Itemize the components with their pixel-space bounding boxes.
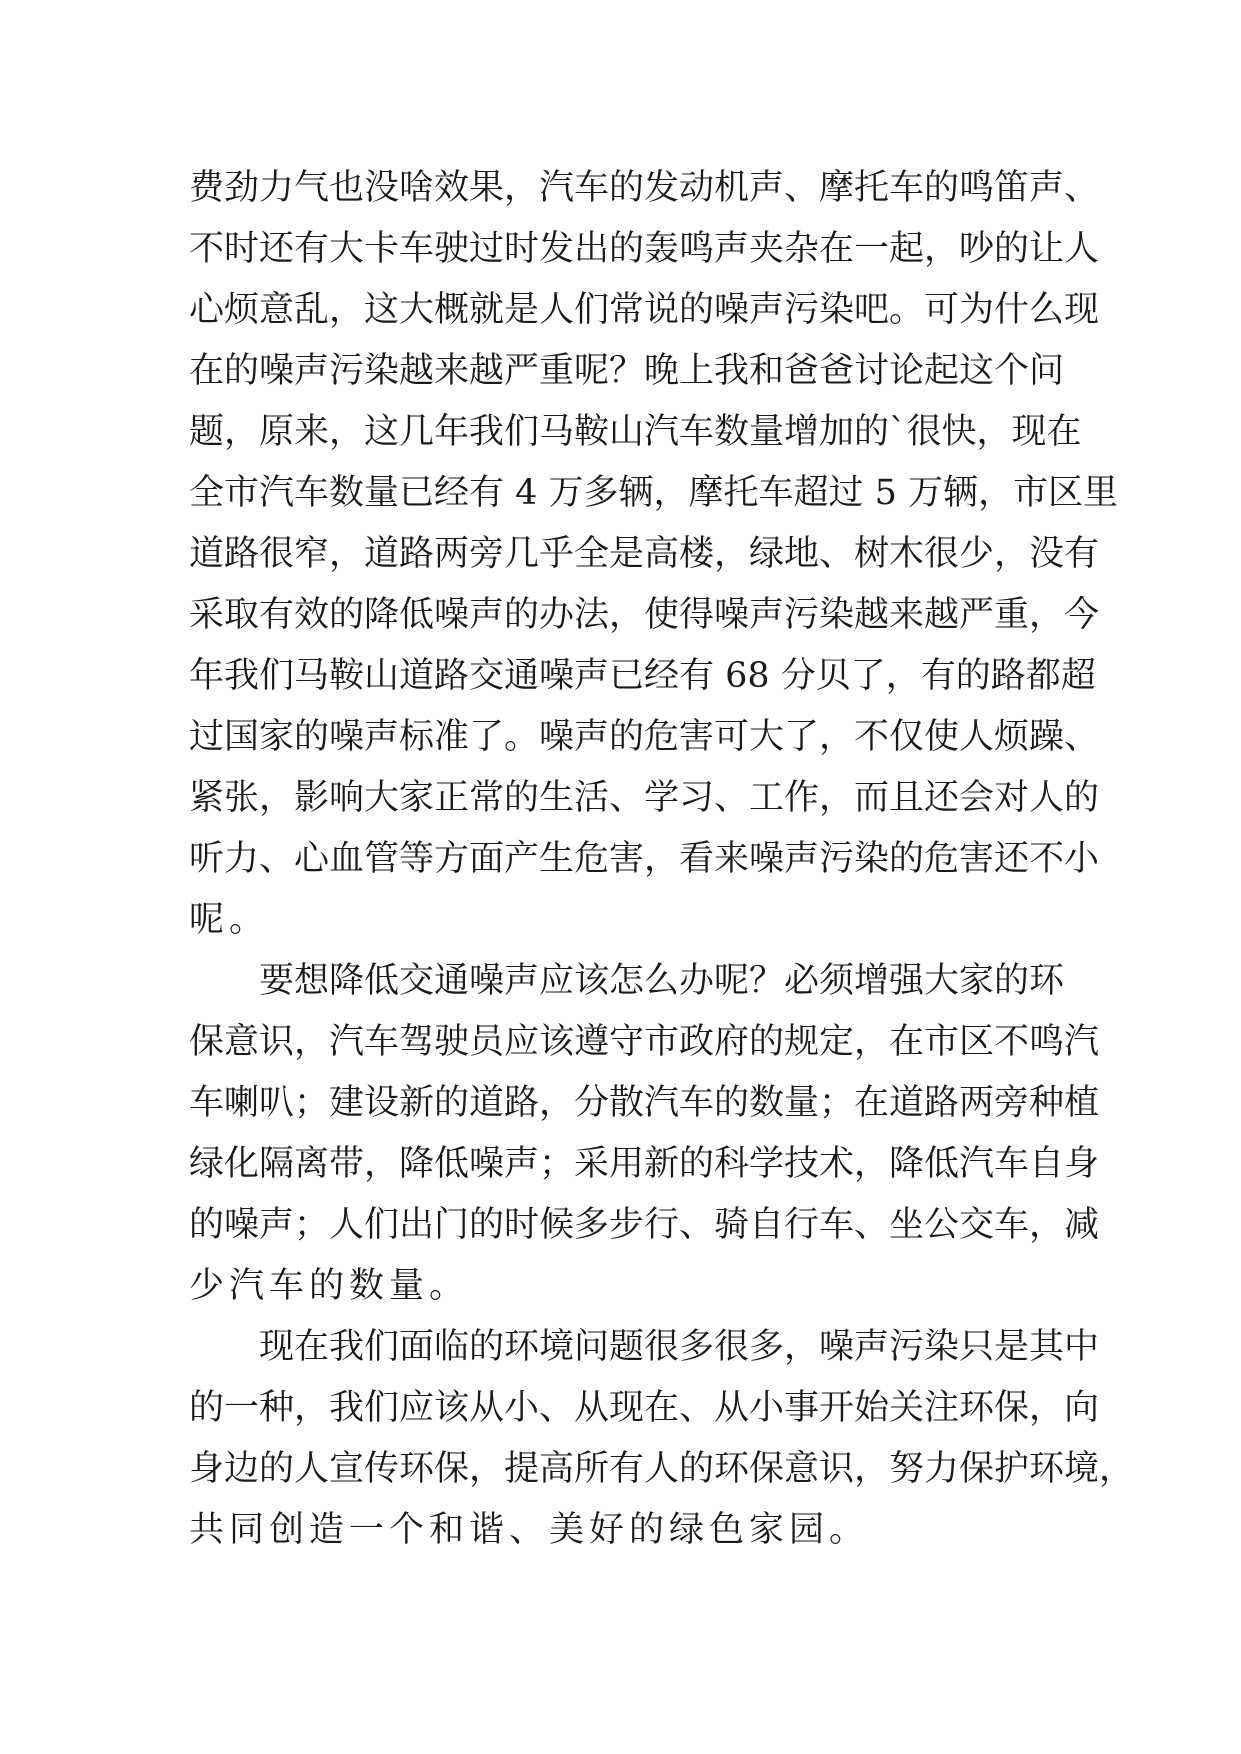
text-line: 不时还有大卡车驶过时发出的轰鸣声夹杂在一起，吵的让人	[189, 229, 1100, 269]
text-line: 绿化隔离带，降低噪声；采用新的科学技术，降低汽车自身	[189, 1144, 1100, 1184]
text-line: 的噪声；人们出门的时候多步行、骑自行车、坐公交车，减	[189, 1205, 1100, 1245]
document-body	[189, 158, 1135, 1561]
text-line: 车喇叭；建设新的道路，分散汽车的数量；在道路两旁种植	[189, 1083, 1100, 1123]
text-line: 要想降低交通噪声应该怎么办呢？必须增强大家的环	[259, 961, 1065, 1001]
paragraph-1	[189, 158, 1119, 951]
paragraph-2	[189, 951, 1100, 1317]
text-line: 共同创造一个和谐、美好的绿色家园。	[189, 1510, 870, 1550]
text-line: 保意识，汽车驾驶员应该遵守市政府的规定，在市区不鸣汽	[189, 1022, 1100, 1062]
text-line: 呢。	[189, 900, 270, 940]
text-line: 在的噪声污染越来越严重呢？晚上我和爸爸讨论起这个问	[189, 351, 1065, 391]
text-line: 费劲力气也没啥效果，汽车的发动机声、摩托车的鸣笛声、	[189, 168, 1100, 208]
text-line: 听力、心血管等方面产生危害，看来噪声污染的危害还不小	[189, 839, 1100, 879]
text-line: 少汽车的数量。	[189, 1266, 470, 1306]
paragraph-3	[189, 1317, 1135, 1561]
text-line: 身边的人宣传环保，提高所有人的环保意识，努力保护环境，	[189, 1449, 1135, 1489]
text-line: 的一种，我们应该从小、从现在、从小事开始关注环保，向	[189, 1388, 1100, 1428]
text-line: 现在我们面临的环境问题很多很多，噪声污染只是其中	[259, 1327, 1100, 1367]
text-line: 道路很窄，道路两旁几乎全是高楼，绿地、树木很少，没有	[189, 534, 1100, 574]
text-line: 心烦意乱，这大概就是人们常说的噪声污染吧。可为什么现	[189, 290, 1100, 330]
text-line: 采取有效的降低噪声的办法，使得噪声污染越来越严重，今	[189, 595, 1100, 635]
text-line: 题，原来，这几年我们马鞍山汽车数量增加的`很快，现在	[189, 412, 1082, 452]
text-line: 紧张，影响大家正常的生活、学习、工作，而且还会对人的	[189, 778, 1100, 818]
text-line: 过国家的噪声标准了。噪声的危害可大了，不仅使人烦躁、	[189, 717, 1100, 757]
text-line: 年我们马鞍山道路交通噪声已经有 68 分贝了，有的路都超	[189, 656, 1096, 696]
text-line: 全市汽车数量已经有 4 万多辆，摩托车超过 5 万辆，市区里	[189, 473, 1119, 513]
